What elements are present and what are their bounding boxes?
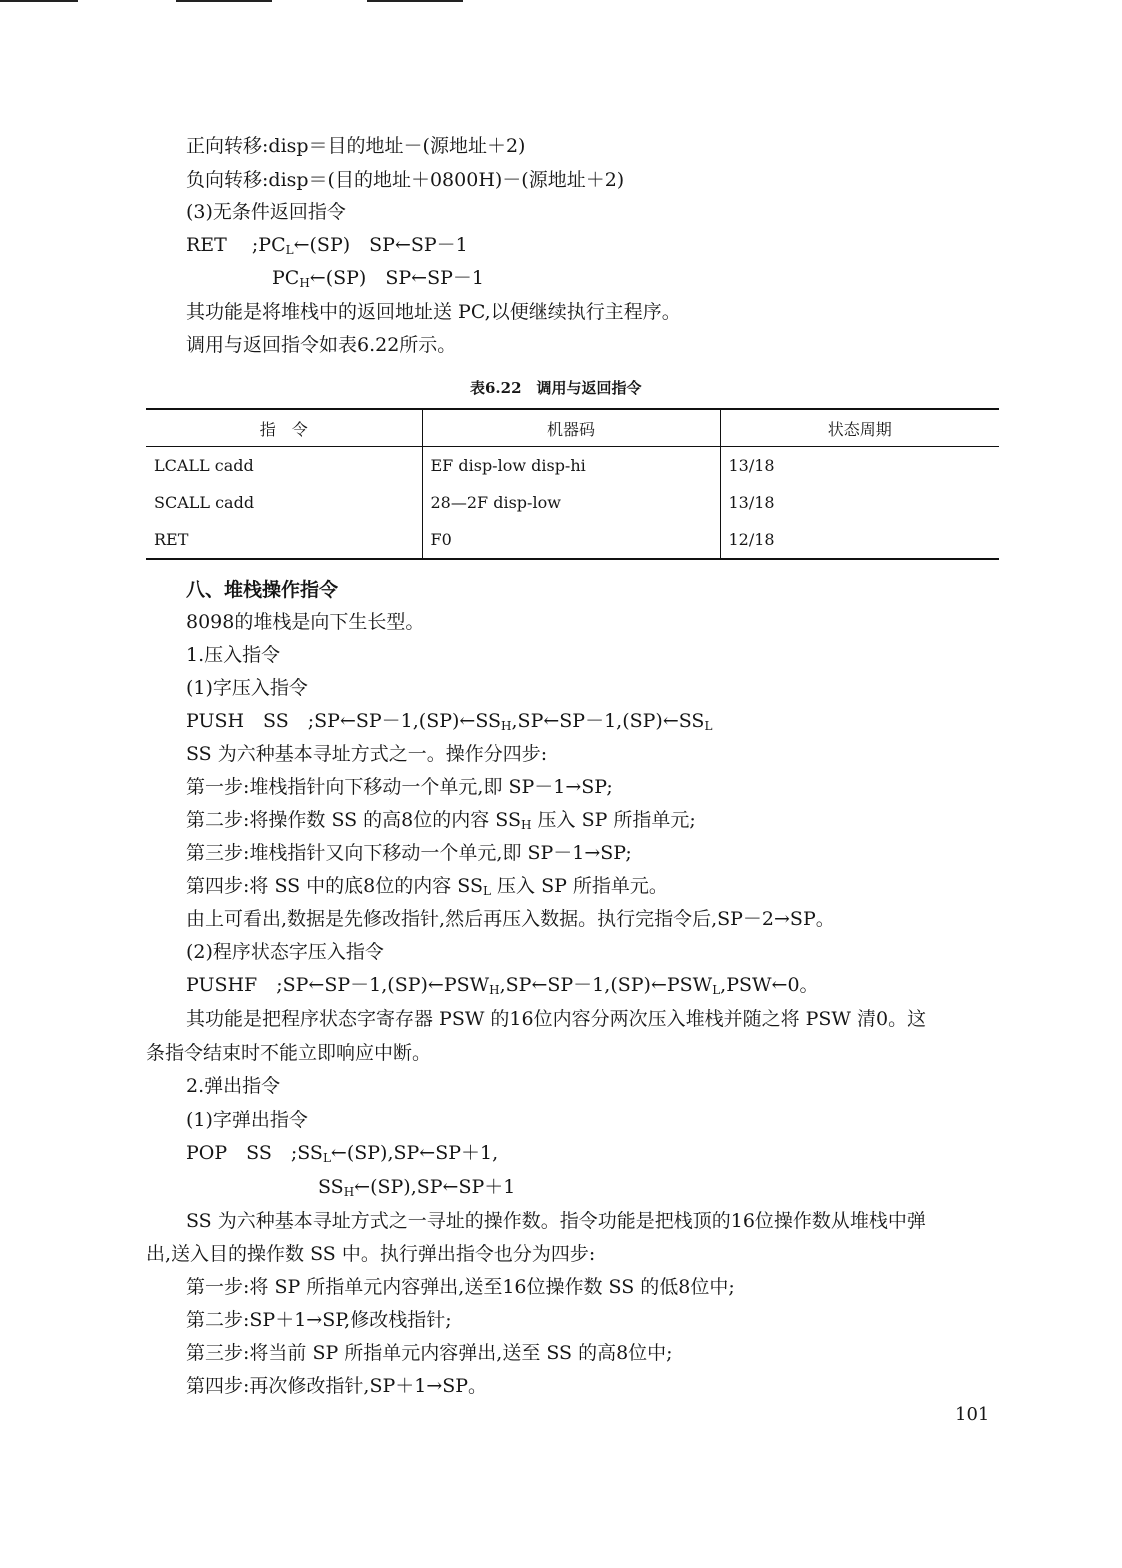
text-line: 第一步:堆栈指针向下移动一个单元,即 SP－1→SP; (186, 776, 613, 798)
header-state-cycles: 状态周期 (720, 409, 999, 447)
subheading: (2)程序状态字压入指令 (186, 941, 384, 963)
subheading: (1)字压入指令 (186, 677, 308, 699)
text-line: SS 为六种基本寻址方式之一。操作分四步: (186, 743, 548, 765)
table-row (146, 521, 999, 559)
text-line: (3)无条件返回指令 (186, 201, 346, 223)
text-line: 出,送入目的操作数 SS 中。执行弹出指令也分为四步: (146, 1243, 596, 1265)
top-rule-1 (0, 0, 78, 2)
table-cell: RET (154, 530, 189, 549)
text-line: 由上可看出,数据是先修改指针,然后再压入数据。执行完指令后,SP－2→SP。 (186, 908, 835, 930)
table-cell: 12/18 (720, 521, 999, 559)
text-line: 第二步:将操作数 SS 的高8位的内容 $SS_H$ 压入 SP 所指单元; (186, 809, 696, 832)
subheading: (1)字弹出指令 (186, 1109, 308, 1131)
text-line: 其功能是将堆栈中的返回地址送 PC,以便继续执行主程序。 (186, 301, 681, 323)
text-line: 条指令结束时不能立即响应中断。 (146, 1042, 432, 1064)
text-line: 调用与返回指令如表6.22所示。 (186, 334, 457, 356)
code-line: POP SS $;SS_L\leftarrow(SP),SP\leftarrow SP+1$, (186, 1142, 499, 1165)
header-instruction: 指 令 (146, 409, 422, 447)
code-line: $PC_H\leftarrow(SP)$ SP←SP－1 (272, 267, 484, 290)
text-line: SS 为六种基本寻址方式之一寻址的操作数。指令功能是把栈顶的16位操作数从堆栈中弹 (186, 1210, 926, 1232)
table-cell: 28—2F disp-low (422, 484, 720, 521)
text-line: 第四步:再次修改指针,SP＋1→SP。 (186, 1375, 488, 1397)
table-cell: EF disp-low disp-hi (422, 447, 720, 485)
header-machine-code: 机器码 (422, 409, 720, 447)
text-line: 其功能是把程序状态字寄存器 PSW 的16位内容分两次压入堆栈并随之将 PSW 清0。这 (186, 1008, 927, 1030)
top-rule-3 (367, 0, 463, 2)
code-line: PUSHF $;SP\leftarrow SP-1,(SP)\leftarrow PSW_H,SP\leftarrow SP-1,(SP)\leftarrow PSW_L,PSW\leftarrow 0$。 (186, 974, 819, 997)
table-cell: 13/18 (720, 484, 999, 521)
text-line: 第一步:将 SP 所指单元内容弹出,送至16位操作数 SS 的低8位中; (186, 1276, 735, 1298)
code-line: PUSH SS $;SP\leftarrow SP-1,(SP)\leftarrow SS_H,SP\leftarrow SP-1,(SP)\leftarrow SS_L$ (186, 710, 713, 733)
table-row (146, 484, 999, 521)
code-line: RET $;PC_L\leftarrow(SP)$ SP←SP－1 (186, 234, 468, 257)
text-line: 第三步:堆栈指针又向下移动一个单元,即 SP－1→SP; (186, 842, 632, 864)
code-line: $SS_H\leftarrow(SP),SP\leftarrow SP+1$ (318, 1176, 516, 1199)
table-row (146, 447, 999, 485)
text-line: 正向转移:disp＝目的地址－(源地址＋2) (186, 135, 526, 157)
text-line: 第三步:将当前 SP 所指单元内容弹出,送至 SS 的高8位中; (186, 1342, 673, 1364)
table-cell: 13/18 (720, 447, 999, 485)
page-number: 101 (955, 1404, 990, 1425)
text-line: 第四步:将 SS 中的底8位的内容 $SS_L$ 压入 SP 所指单元。 (186, 875, 668, 898)
table-cell: F0 (422, 521, 720, 559)
call-return-table (146, 408, 999, 560)
table-caption: 表6.22 调用与返回指令 (470, 379, 642, 397)
section-heading: 八、堆栈操作指令 (186, 579, 339, 601)
text-line: 负向转移:disp＝(目的地址＋0800H)－(源地址＋2) (186, 169, 625, 191)
text-line: 8098的堆栈是向下生长型。 (186, 611, 425, 633)
subheading: 1.压入指令 (186, 644, 281, 666)
table-cell: LCALL cadd (154, 456, 254, 475)
text-line: 第二步:SP＋1→SP,修改栈指针; (186, 1309, 452, 1331)
table-cell: SCALL cadd (154, 493, 255, 512)
top-rule-2 (176, 0, 272, 2)
subheading: 2.弹出指令 (186, 1075, 281, 1097)
